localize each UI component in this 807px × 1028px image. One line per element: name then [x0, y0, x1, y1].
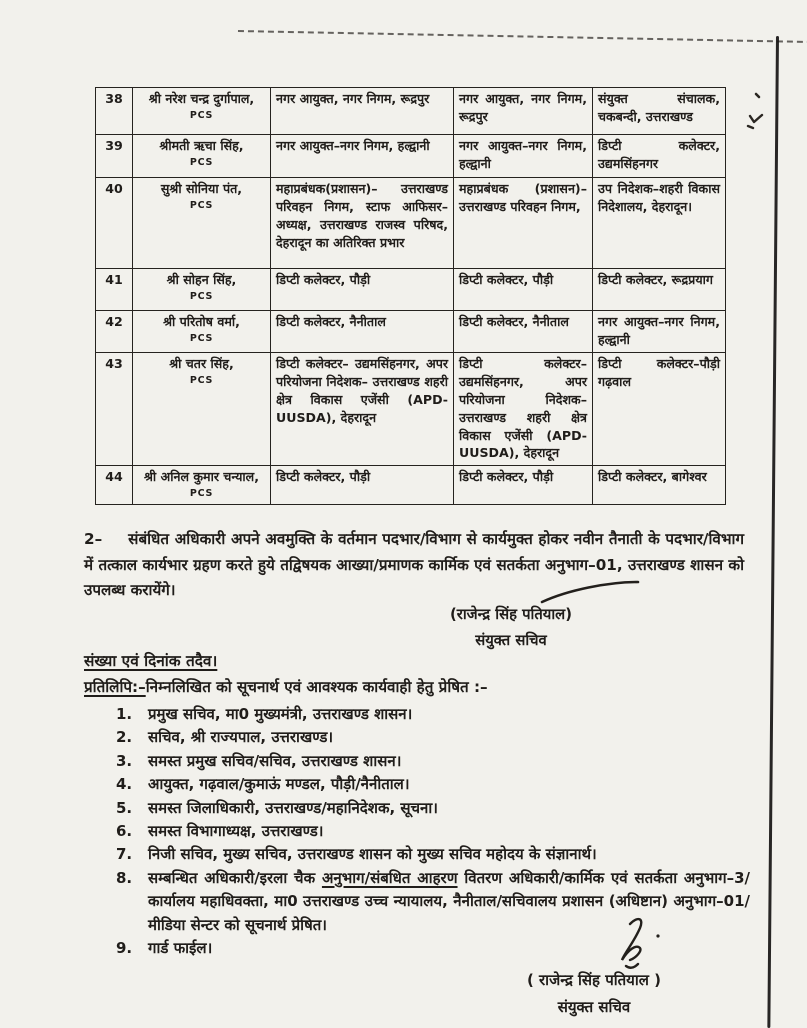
directive-paragraph [84, 527, 744, 604]
officer-cadre: PCS [189, 290, 214, 302]
table-row [96, 466, 726, 504]
table-row [96, 178, 726, 269]
list-item [116, 773, 750, 796]
officer-cadre: PCS [189, 109, 214, 121]
number-date-line: संख्या एवं दिनांक तदैव। [84, 652, 218, 670]
officer-name: श्री सोहन सिंह, [166, 272, 237, 287]
cell-current-post: डिप्टी कलेक्टर, नैनीताल [271, 311, 454, 353]
item-text: समस्त विभागाध्यक्ष, उत्तराखण्ड। [148, 822, 324, 841]
item-text: प्रमुख सचिव, मा0 मुख्यमंत्री, उत्तराखण्ड शासन। [148, 705, 413, 723]
officer-name: श्री नरेश चन्द्र दुर्गापाल, [148, 91, 255, 106]
item-text-post: वितरण अधिकारी/कार्मिक एवं सतर्कता अनुभाग–3/कार्यालय महाधिवक्ता, मा0 उत्तराखण्ड उच्च न्यायालय, नैनीताल/सचिवालय प्रशासन (अधिष्टान) अनुभाग–01/मीडिया सेन्टर को सूचनार्थ प्रेषित। [148, 868, 751, 934]
cell-serial-number: 41 [96, 269, 133, 311]
cell-current-post: महाप्रबंधक(प्रशासन)– उत्तराखण्ड परिवहन निगम, स्टाफ आफिसर–अध्यक्ष, उत्तराखण्ड राजस्व परिषद, देहरादून का अतिरिक्त प्रभार [271, 178, 454, 269]
list-item [116, 750, 750, 773]
cell-current-post: डिप्टी कलेक्टर, पौड़ी [271, 466, 454, 504]
item-text: आयुक्त, गढ़वाल/कुमाऊं मण्डल, पौड़ी/नैनीताल। [148, 775, 410, 794]
item-text: समस्त जिलाधिकारी, उत्तराखण्ड/महानिदेशक, सूचना। [148, 798, 438, 817]
table-row [96, 353, 726, 466]
cell-new-post: डिप्टी कलेक्टर, रूद्रप्रयाग [593, 269, 726, 311]
table-row [96, 135, 726, 178]
officer-cadre: PCS [189, 199, 214, 211]
paragraph-number: 2– [84, 530, 103, 549]
cell-new-post: नगर आयुक्त–नगर निगम, हल्द्वानी [593, 311, 726, 353]
cell-released-post: डिप्टी कलेक्टर, नैनीताल [454, 311, 593, 353]
cell-new-post: डिप्टी कलेक्टर, बागेश्वर [593, 466, 726, 504]
paragraph-text: संबंधित अधिकारी अपने अवमुक्ति के वर्तमान पदभार/विभाग से कार्यमुक्त होकर नवीन तैनाती के पदभार/विभाग में तत्काल कार्यभार ग्रहण करते हुये तद्विषयक आख्या/प्रमाणक कार्मिक एवं सतर्कता अनुभाग–01, उत्तराखण्ड शासन को उपलब्ध करायेंगे। [84, 530, 744, 600]
cell-released-post: डिप्टी कलेक्टर– उद्यमसिंहनगर, अपर परियोजना निदेशक– उत्तराखण्ड शहरी क्षेत्र विकास एजेंसी (APD-UUSDA), देहरादून [454, 353, 593, 466]
cell-officer-name [133, 311, 271, 353]
cell-new-post: डिप्टी कलेक्टर–पौड़ी गढ़वाल [593, 353, 726, 466]
cell-officer-name [133, 466, 271, 504]
item-text: समस्त प्रमुख सचिव/सचिव, उत्तराखण्ड शासन। [148, 751, 402, 770]
officer-cadre: PCS [189, 374, 214, 386]
item-text-underlined: अनुभाग/संबधित आहरण [321, 868, 458, 887]
cell-current-post: नगर आयुक्त, नगर निगम, रूद्रपुर [271, 88, 454, 135]
item-number: 6. [116, 822, 133, 841]
cell-new-post: संयुक्त संचालक, चकबन्दी, उत्तराखण्ड [593, 88, 726, 135]
officer-cadre: PCS [189, 488, 214, 500]
cell-serial-number: 39 [96, 135, 133, 178]
transfer-order-table [95, 87, 726, 505]
handwritten-margin-mark [742, 90, 768, 134]
item-number: 8. [116, 868, 133, 887]
list-item [116, 843, 750, 866]
officer-name: श्री चतर सिंह, [169, 356, 234, 371]
signatory-name: ( राजेन्द्र सिंह पतियाल ) [526, 971, 662, 989]
signatory-title: संयुक्त सचिव [557, 998, 631, 1016]
cell-current-post: डिप्टी कलेक्टर, पौड़ी [271, 269, 454, 311]
item-text-pre: सम्बन्धित अधिकारी/इरला चैक [148, 868, 322, 887]
cell-released-post: डिप्टी कलेक्टर, पौड़ी [454, 466, 593, 504]
cell-released-post: नगर आयुक्त–नगर निगम, हल्द्वानी [454, 135, 593, 178]
item-number: 4. [116, 775, 133, 794]
officer-name: श्रीमती ऋचा सिंह, [159, 138, 244, 153]
table-row [96, 88, 726, 135]
cell-serial-number: 38 [96, 88, 133, 135]
scan-page-edge-line [767, 36, 778, 1028]
scan-fold-dashed-line [238, 30, 807, 43]
copy-text: निम्नलिखित को सूचनार्थ एवं आवश्यक कार्यवाही हेतु प्रेषित :– [145, 678, 488, 696]
officer-name: श्री अनिल कुमार चन्याल, [144, 469, 259, 485]
officer-cadre: PCS [189, 156, 214, 168]
item-number: 5. [116, 798, 133, 817]
officer-name: सुश्री सोनिया पंत, [160, 181, 243, 196]
signatory-name: (राजेन्द्र सिंह पतियाल) [450, 606, 572, 623]
cell-serial-number: 40 [96, 178, 133, 269]
cell-officer-name [133, 269, 271, 311]
item-text: सचिव, श्री राज्यपाल, उत्तराखण्ड। [148, 728, 334, 747]
cell-officer-name [133, 135, 271, 178]
copy-label: प्रतिलिपि:– [84, 678, 146, 696]
cell-officer-name [133, 353, 271, 466]
officer-cadre: PCS [189, 332, 214, 344]
cell-officer-name [133, 88, 271, 135]
item-number: 9. [116, 939, 133, 958]
table-row [96, 311, 726, 353]
signature-mark [538, 576, 642, 606]
list-item [116, 726, 750, 749]
cell-released-post: नगर आयुक्त, नगर निगम, रूद्रपुर [454, 88, 593, 135]
cell-serial-number: 44 [96, 466, 133, 504]
cell-current-post: नगर आयुक्त–नगर निगम, हल्द्वानी [271, 135, 454, 178]
item-text: निजी सचिव, मुख्य सचिव, उत्तराखण्ड शासन को मुख्य सचिव महोदय के संज्ञानार्थ। [148, 845, 597, 864]
cell-officer-name [133, 178, 271, 269]
cell-serial-number: 43 [96, 353, 133, 466]
item-number: 2. [116, 728, 133, 747]
cell-new-post: उप निदेशक–शहरी विकास निदेशालय, देहरादून। [593, 178, 726, 269]
cell-released-post: महाप्रबंधक (प्रशासन)– उत्तराखण्ड परिवहन निगम, [454, 178, 593, 269]
item-number: 1. [116, 705, 133, 723]
item-number: 7. [116, 845, 133, 864]
table-row [96, 269, 726, 311]
list-item [116, 797, 750, 820]
cell-current-post: डिप्टी कलेक्टर– उद्यमसिंहनगर, अपर परियोजना निदेशक– उत्तराखण्ड शहरी क्षेत्र विकास एजेंसी (APD-UUSDA), देहरादून [271, 353, 454, 466]
signatory-title: संयुक्त सचिव [475, 632, 547, 649]
item-number: 3. [116, 751, 133, 770]
list-item [116, 820, 750, 843]
item-text: गार्ड फाईल। [148, 939, 213, 958]
cell-new-post: डिप्टी कलेक्टर, उद्यमसिंहनगर [593, 135, 726, 178]
officer-name: श्री परितोष वर्मा, [163, 314, 240, 329]
cell-released-post: डिप्टी कलेक्टर, पौड़ी [454, 269, 593, 311]
copy-distribution-line [84, 677, 744, 697]
cell-serial-number: 42 [96, 311, 133, 353]
list-item [116, 703, 750, 726]
